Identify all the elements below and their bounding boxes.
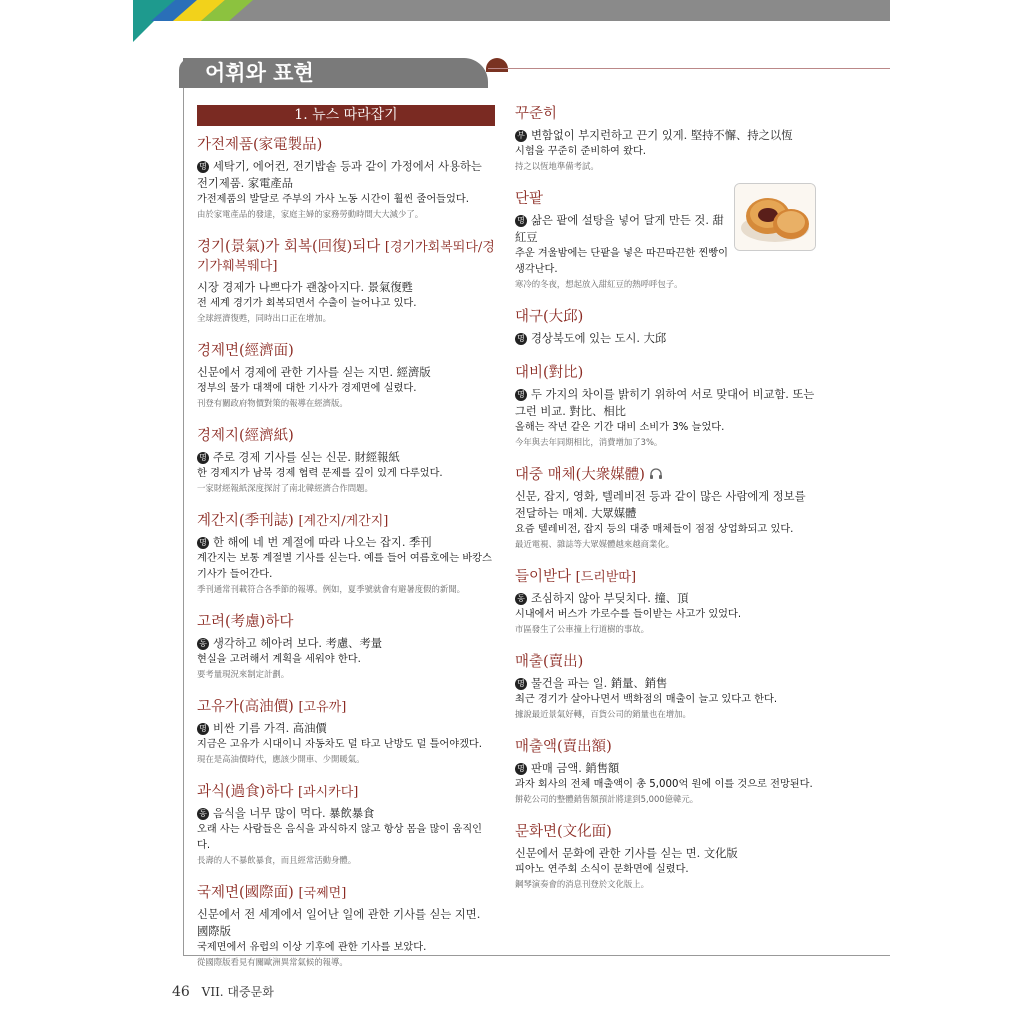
part-of-speech-badge: 명: [515, 389, 527, 401]
vocab-term: [197, 698, 495, 717]
part-of-speech-badge: 명: [197, 537, 209, 549]
vocab-term-text: 경기(景氣)가 회복(回復)되다: [197, 239, 381, 255]
example-translation: 季刊通常刊載符合各季節的報導。例如，夏季號就會有避暑度假的新聞。: [197, 584, 465, 594]
headphone-icon[interactable]: [649, 468, 663, 480]
definition-text: 삶은 팥에 설탕을 넣어 달게 만든 것. 甜紅豆: [515, 214, 724, 244]
definition-text: 경상북도에 있는 도시. 大邱: [531, 332, 667, 345]
vocab-definition: [197, 279, 495, 296]
example-translation: 寒冷的冬夜，想起放入甜紅豆的熱呼呼包子。: [515, 279, 683, 289]
vocab-term: [197, 783, 495, 802]
vocab-entry: [197, 136, 495, 221]
example-sentence: 국제면에서 유럽의 이상 기후에 관한 기사를 보았다.: [197, 942, 427, 953]
vocab-term-text: 고려(考慮)하다: [197, 614, 294, 630]
vocab-term: [515, 653, 815, 672]
vocab-term-text: 단팥: [515, 191, 544, 207]
example-sentence: 지금은 고유가 시대이니 자동차도 덜 타고 난방도 덜 틀어야겠다.: [197, 739, 483, 750]
example-translation: 從國際版看見有關歐洲異常氣候的報導。: [197, 957, 348, 967]
definition-text: 세탁기, 에어컨, 전기밥솥 등과 같이 가정에서 사용하는 전기제품. 家電產品: [197, 160, 482, 190]
vocab-entry: [515, 308, 815, 347]
vocab-entry: [515, 364, 815, 449]
example-sentence: 현실을 고려해서 계획을 세워야 한다.: [197, 654, 361, 665]
example-translation: 長壽的人不暴飲暴食，而且經常活動身體。: [197, 855, 357, 865]
vocab-definition: [515, 212, 729, 246]
vocab-pronunciation: [과시카다]: [297, 785, 359, 800]
example-translation: 市區發生了公車撞上行道樹的事故。: [515, 624, 649, 634]
definition-text: 생각하고 헤아려 보다. 考慮、考量: [213, 637, 383, 650]
vocab-entry: [515, 823, 815, 891]
header-rule: [488, 68, 890, 69]
example-translation: 餅乾公司的整體銷售額預計將達到5,000億韓元。: [515, 794, 699, 804]
part-of-speech-badge: 명: [515, 215, 527, 227]
vocab-definition: [515, 845, 815, 862]
vocab-term: [515, 190, 729, 209]
vocab-definition: [197, 906, 495, 940]
vocab-entry: [197, 884, 495, 969]
page-footer: [172, 983, 274, 1000]
vocab-definition: [197, 720, 495, 737]
vocab-term-text: 문화면(文化面): [515, 824, 612, 840]
definition-text: 시장 경제가 나쁘다가 괜찮아지다. 景氣復甦: [197, 281, 413, 294]
vocab-term-text: 과식(過食)하다: [197, 784, 294, 800]
definition-text: 한 해에 네 번 계절에 따라 나오는 잡지. 季刊: [213, 536, 432, 549]
vocab-definition: [515, 330, 815, 347]
frame-left-rule: [183, 88, 184, 956]
example-translation: 現在是高油價時代，應該少開車、少開暖氣。: [197, 754, 365, 764]
chapter-label: VII. 대중문화: [201, 985, 274, 999]
vocab-term: [197, 136, 495, 155]
vocab-term: [515, 823, 815, 842]
example-sentence: 시내에서 버스가 가로수를 들이받는 사고가 있었다.: [515, 609, 742, 620]
definition-text: 판매 금액. 銷售額: [531, 762, 620, 775]
vocab-term-text: 들이받다: [515, 569, 572, 585]
vocab-term: [515, 466, 815, 485]
left-entry-list: [197, 136, 495, 969]
vocab-term: [515, 568, 815, 587]
vocab-term-text: 국제면(國際面): [197, 885, 294, 901]
example-translation: 全球經濟復甦，同時出口正在增加。: [197, 313, 331, 323]
vocab-entry: [515, 466, 815, 551]
vocab-definition: [197, 534, 495, 551]
part-of-speech-badge: 명: [515, 333, 527, 345]
definition-text: 신문, 잡지, 영화, 텔레비전 등과 같이 많은 사람에게 정보를 전달하는 매체. 大眾媒體: [515, 490, 806, 520]
vocab-definition: [515, 760, 815, 777]
example-sentence: 피아노 연주회 소식이 문화면에 실렸다.: [515, 864, 689, 875]
vocab-term-text: 경제면(經濟面): [197, 343, 294, 359]
definition-text: 음식을 너무 많이 먹다. 暴飲暴食: [213, 807, 375, 820]
example-sentence: 가전제품의 발달로 주부의 가사 노동 시간이 훨씬 줄어들었다.: [197, 194, 469, 205]
example-translation: 今年與去年同期相比，消費增加了3%。: [515, 437, 663, 447]
vocab-pronunciation: [계간지/게간지]: [298, 514, 389, 529]
header-tab-knob: [486, 58, 508, 72]
vocab-pronunciation: [국쩨면]: [298, 886, 347, 901]
example-sentence: 오래 사는 사람들은 음식을 과식하지 않고 항상 몸을 많이 움직인다.: [197, 824, 483, 851]
red-bean-bun-photo: [734, 183, 816, 251]
vocab-entry: [197, 613, 495, 681]
example-sentence: 추운 겨울밤에는 단팥을 넣은 따끈따끈한 찐빵이 생각난다.: [515, 248, 729, 275]
part-of-speech-badge: 명: [197, 452, 209, 464]
vocab-term-text: 가전제품(家電製品): [197, 137, 323, 153]
vocab-term: [515, 105, 815, 124]
example-translation: 一家財經報紙深度探討了南北韓經濟合作問題。: [197, 483, 373, 493]
vocab-term: [197, 427, 495, 446]
vocab-term-text: 경제지(經濟紙): [197, 428, 294, 444]
part-of-speech-badge: 동: [515, 593, 527, 605]
vocab-term: [197, 512, 495, 531]
definition-text: 조심하지 않아 부딪치다. 撞、頂: [531, 592, 689, 605]
vocab-term: [197, 342, 495, 361]
vocab-term: [197, 613, 495, 632]
example-sentence: 한 경제지가 남북 경제 협력 문제를 깊이 있게 다루었다.: [197, 468, 443, 479]
part-of-speech-badge: 명: [197, 723, 209, 735]
vocab-definition: [197, 364, 495, 381]
example-sentence: 정부의 물가 대책에 대한 기사가 경제면에 실렸다.: [197, 383, 417, 394]
vocab-entry: [197, 783, 495, 867]
news-section-bar: 1. 뉴스 따라잡기: [197, 105, 495, 126]
part-of-speech-badge: 동: [197, 638, 209, 650]
vocab-term: [197, 884, 495, 903]
vocab-definition: [515, 386, 815, 420]
vocab-pronunciation: [드리받따]: [575, 570, 637, 585]
vocab-definition: [515, 675, 815, 692]
example-sentence: 계간지는 보통 계절별 기사를 싣는다. 예를 들어 여름호에는 바캉스 기사가 들어간다.: [197, 553, 492, 580]
vocab-term: [515, 364, 815, 383]
vocab-entry: [515, 738, 815, 806]
definition-text: 비싼 기름 가격. 高油價: [213, 722, 327, 735]
definition-text: 신문에서 경제에 관한 기사를 싣는 지면. 經濟版: [197, 366, 431, 379]
vocab-entry: [197, 427, 495, 495]
example-translation: 由於家電產品的發達，家庭主婦的家務勞動時間大大減少了。: [197, 209, 424, 219]
section-header-title: 어휘와 표현: [183, 58, 488, 88]
vocab-definition: [515, 127, 815, 144]
part-of-speech-badge: 명: [515, 678, 527, 690]
definition-text: 신문에서 문화에 관한 기사를 싣는 면. 文化版: [515, 847, 738, 860]
vocab-definition: [197, 158, 495, 192]
vocab-entry: [197, 238, 495, 325]
vocab-term: [515, 738, 815, 757]
example-translation: 鋼琴演奏會的消息刊登於文化版上。: [515, 879, 649, 889]
example-sentence: 시험을 꾸준히 준비하여 왔다.: [515, 146, 647, 157]
example-translation: 刊登有關政府物價對策的報導在經濟版。: [197, 398, 348, 408]
definition-text: 신문에서 전 세계에서 일어난 일에 관한 기사를 싣는 지면. 國際版: [197, 908, 481, 938]
vocab-entry: [197, 342, 495, 410]
left-column: [197, 105, 495, 986]
example-sentence: 최근 경기가 살아나면서 백화점의 매출이 늘고 있다고 한다.: [515, 694, 778, 705]
vocab-term-text: 매출(賣出): [515, 654, 584, 670]
corner-stripes-decoration: [133, 0, 253, 42]
part-of-speech-badge: 명: [515, 763, 527, 775]
example-sentence: 과자 회사의 전체 매출액이 총 5,000억 원에 이를 것으로 전망된다.: [515, 779, 813, 790]
vocab-definition: [197, 805, 495, 822]
part-of-speech-badge: 부: [515, 130, 527, 142]
definition-text: 변함없이 부지런하고 끈기 있게. 堅持不懈、持之以恆: [531, 129, 793, 142]
vocab-entry: [515, 653, 815, 721]
definition-text: 두 가지의 차이를 밝히기 위하여 서로 맞대어 비교함. 또는 그런 비교. 對比、相比: [515, 388, 815, 418]
vocab-entry: [515, 568, 815, 636]
vocab-term-text: 고유가(高油價): [197, 699, 294, 715]
vocab-term-text: 꾸준히: [515, 106, 558, 122]
definition-text: 주로 경제 기사를 싣는 신문. 財經報紙: [213, 451, 400, 464]
example-translation: 據說最近景氣好轉，百貨公司的銷量也在增加。: [515, 709, 691, 719]
vocab-definition: [197, 449, 495, 466]
example-sentence: 요즘 텔레비전, 잡지 등의 대중 매체들이 점점 상업화되고 있다.: [515, 524, 794, 535]
vocab-pronunciation: [경기가회복뙤다/경기가훼복뛔다]: [197, 240, 495, 274]
example-sentence: 전 세계 경기가 회복되면서 수출이 늘어나고 있다.: [197, 298, 417, 309]
vocab-term-text: 대중 매체(大衆媒體): [515, 467, 645, 483]
vocab-term-text: 대비(對比): [515, 365, 584, 381]
part-of-speech-badge: 명: [197, 161, 209, 173]
example-translation: 持之以恆地準備考試。: [515, 161, 599, 171]
vocab-entry: [197, 512, 495, 596]
example-translation: 要考量現況來制定計劃。: [197, 669, 290, 679]
vocab-term-text: 대구(大邱): [515, 309, 584, 325]
vocab-entry: [197, 698, 495, 766]
vocab-term-text: 계간지(季刊誌): [197, 513, 294, 529]
vocab-term: [515, 308, 815, 327]
example-translation: 最近電視、雜誌等大眾媒體越來越商業化。: [515, 539, 675, 549]
part-of-speech-badge: 동: [197, 808, 209, 820]
vocab-definition: [515, 590, 815, 607]
page-number: 46: [172, 984, 190, 1000]
vocab-pronunciation: [고유까]: [298, 700, 347, 715]
example-sentence: 올해는 작년 같은 기간 대비 소비가 3% 늘었다.: [515, 422, 725, 433]
vocab-definition: [515, 488, 815, 522]
vocab-term-text: 매출액(賣出額): [515, 739, 612, 755]
vocab-term: [197, 238, 495, 276]
definition-text: 물건을 파는 일. 銷量、銷售: [531, 677, 668, 690]
vocab-definition: [197, 635, 495, 652]
vocab-entry: [515, 105, 815, 173]
